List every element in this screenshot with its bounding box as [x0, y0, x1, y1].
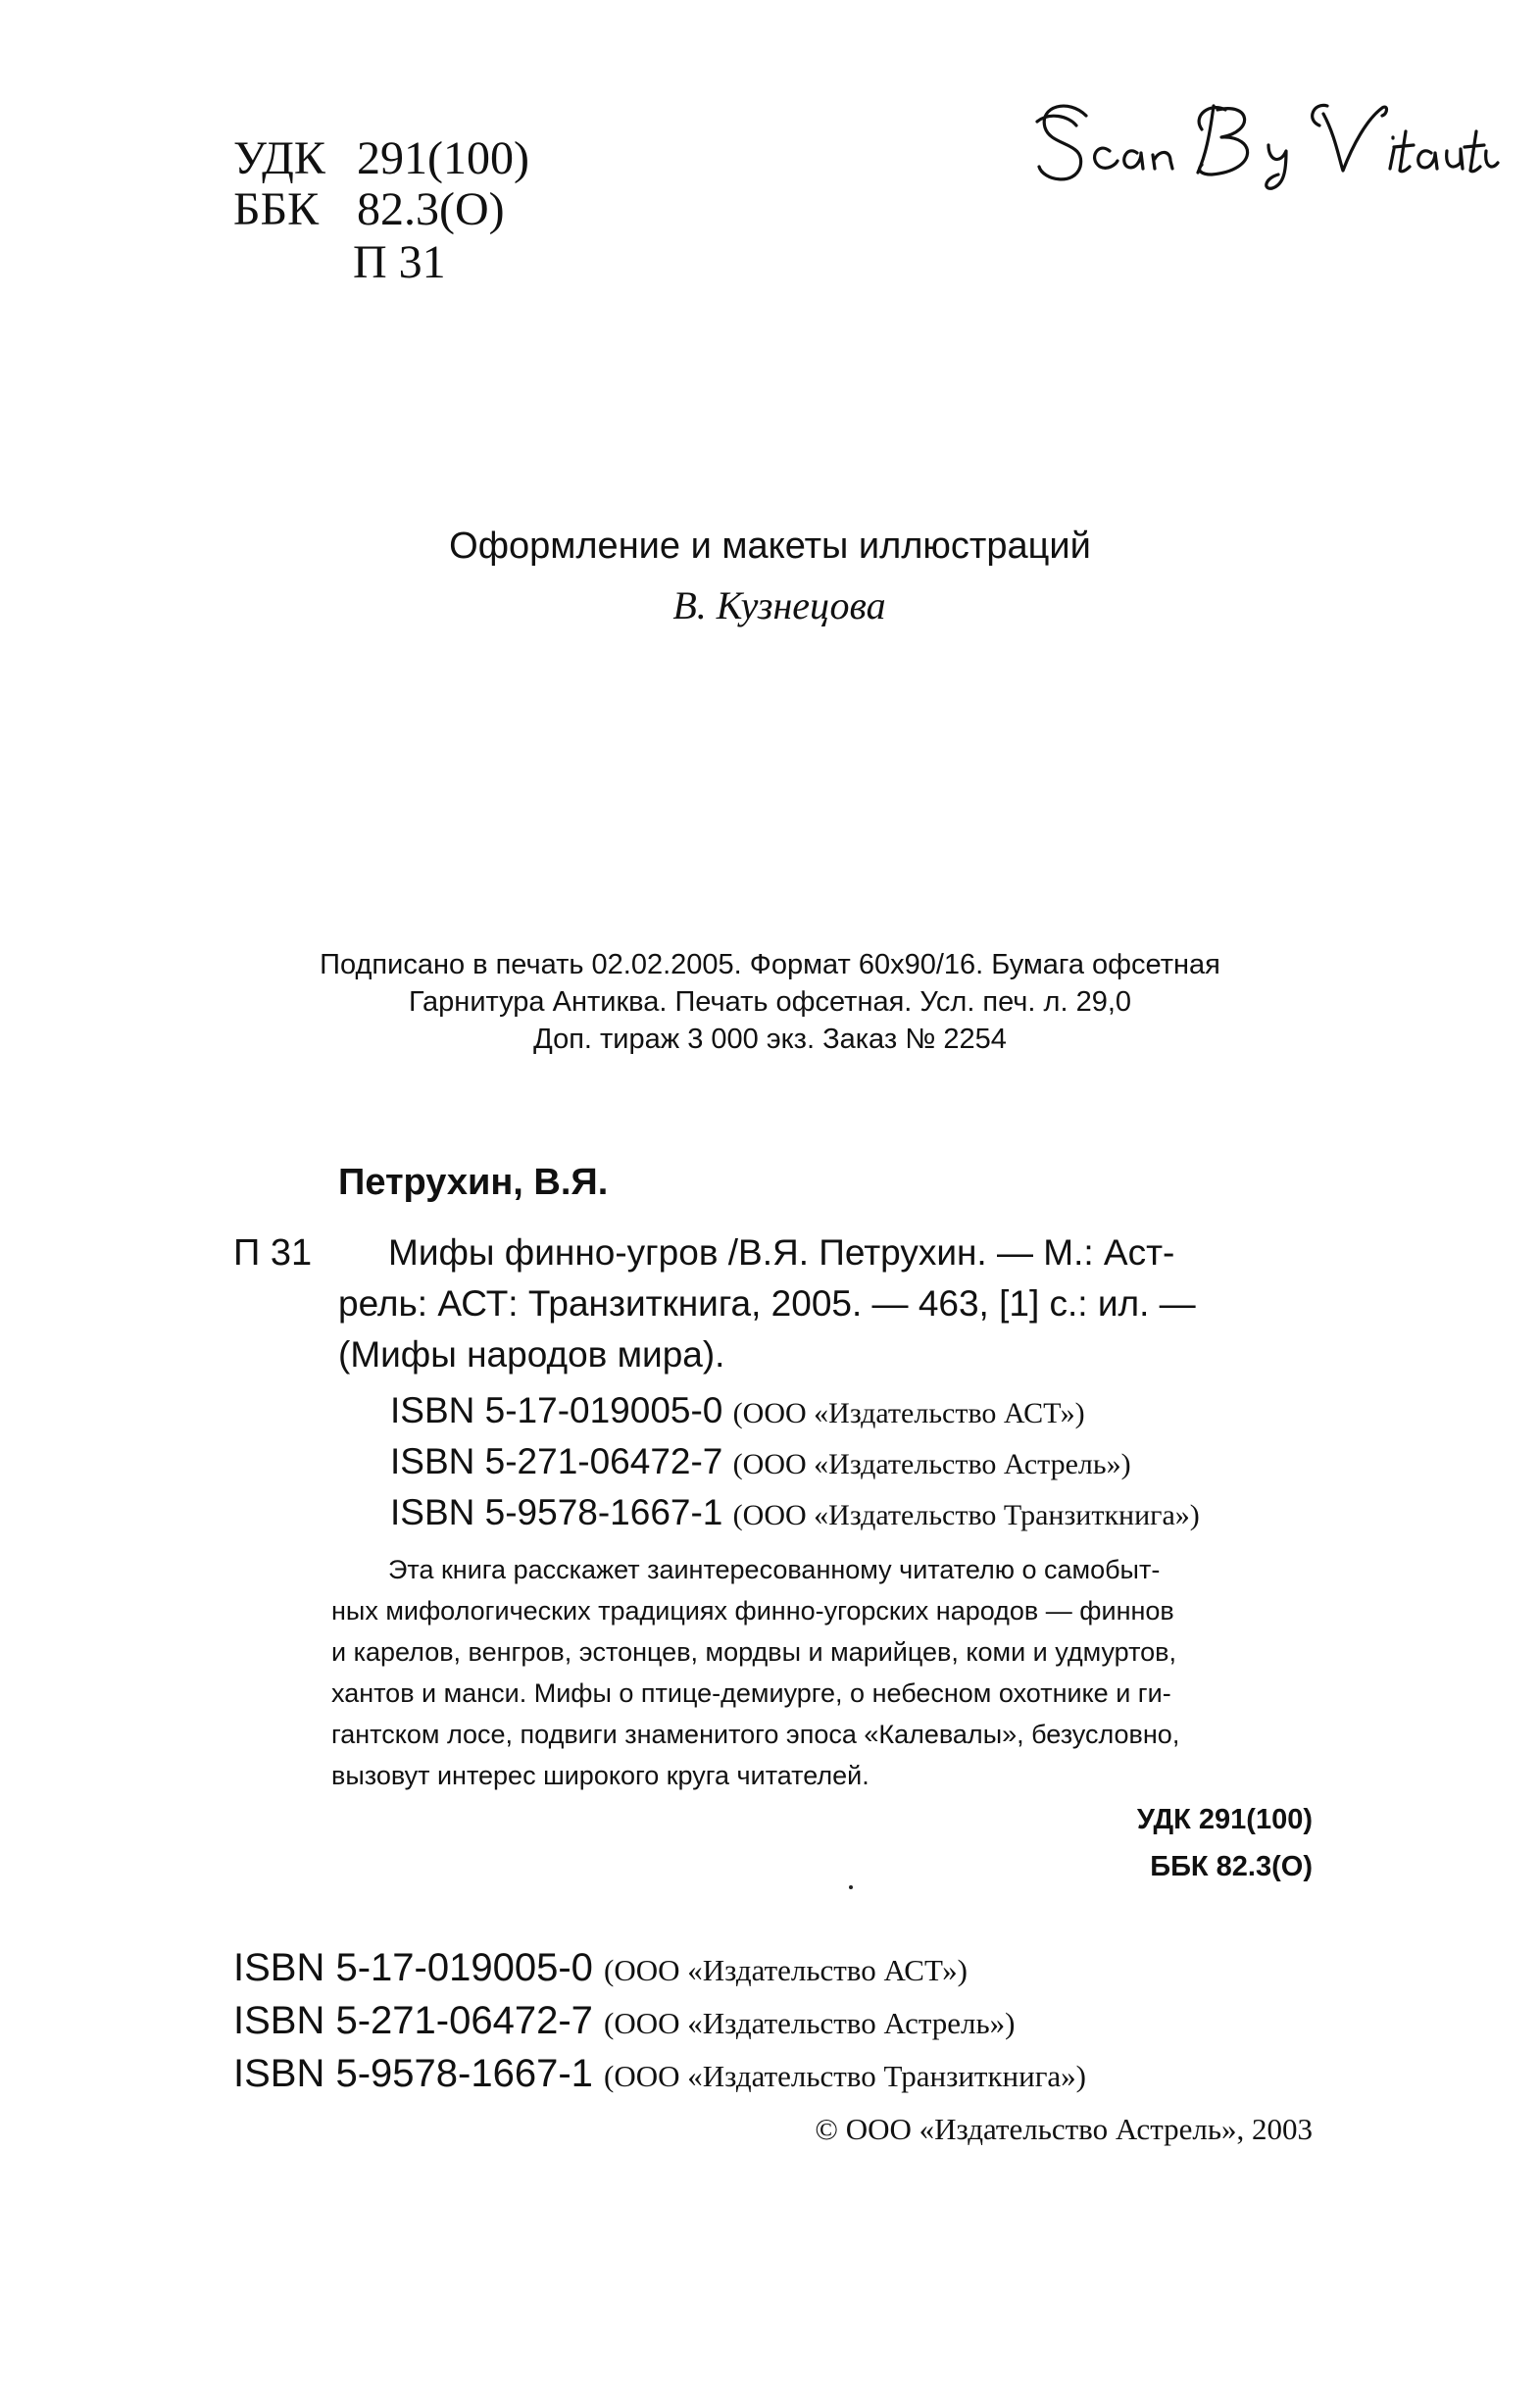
card-isbn-row — [390, 1441, 1131, 1482]
card-annotation-line-6: вызовут интерес широкого круга читателей. — [331, 1761, 869, 1790]
udk-value: 291(100) — [357, 132, 529, 184]
card-description-line-2: рель: АСТ: Транзиткнига, 2005. — 463, [1] с.: ил. — — [338, 1283, 1196, 1324]
print-data-line-2: Гарнитура Антиква. Печать офсетная. Усл. печ. л. 29,0 — [408, 986, 1132, 1018]
card-code: П 31 — [233, 1232, 313, 1274]
card-isbn-number: ISBN 5-9578-1667-1 — [390, 1492, 723, 1532]
print-data-line-3: Доп. тираж 3 000 экз. Заказ № 2254 — [533, 1024, 1007, 1055]
card-isbn-publisher: (ООО «Издательство АСТ») — [732, 1397, 1085, 1429]
card-isbn-row — [390, 1492, 1200, 1533]
isbn-publisher: (ООО «Издательство Транзиткнига») — [604, 2059, 1086, 2093]
card-annotation-line-4: хантов и манси. Мифы о птице-демиурге, о небесном охотнике и ги- — [331, 1678, 1171, 1708]
card-annotation-line-2: ных мифологических традициях финно-угорских народов — финнов — [331, 1596, 1174, 1626]
print-data-line-1: Подписано в печать 02.02.2005. Формат 60x90/16. Бумага офсетная — [320, 949, 1220, 980]
isbn-publisher: (ООО «Издательство АСТ») — [604, 1953, 968, 1987]
bbk-row — [233, 183, 505, 235]
card-annotation-line-3: и карелов, венгров, эстонцев, мордвы и марийцев, коми и удмуртов, — [331, 1637, 1177, 1667]
card-isbn-row — [390, 1390, 1085, 1431]
isbn-row — [233, 2052, 1086, 2096]
isbn-number: ISBN 5-271-06472-7 — [233, 1999, 593, 2042]
udk-row — [233, 132, 529, 184]
isbn-number: ISBN 5-17-019005-0 — [233, 1946, 593, 1989]
isbn-row — [233, 1946, 968, 1990]
bbk-label: ББК — [233, 183, 320, 235]
card-description-line-3: (Мифы народов мира). — [338, 1334, 725, 1375]
udk-label: УДК — [233, 132, 325, 184]
design-credit-name: В. Кузнецова — [672, 583, 886, 627]
card-isbn-publisher: (ООО «Издательство Транзиткнига») — [732, 1499, 1200, 1531]
stray-dot — [849, 1885, 853, 1889]
card-udk: УДК 291(100) — [1136, 1804, 1313, 1835]
author-code: П 31 — [353, 236, 446, 288]
isbn-number: ISBN 5-9578-1667-1 — [233, 2052, 593, 2095]
card-description-line-1: Мифы финно-угров /В.Я. Петрухин. — М.: Аст- — [388, 1232, 1175, 1273]
design-credit-line: Оформление и макеты иллюстраций — [449, 525, 1091, 567]
card-annotation-line-5: гантском лосе, подвиги знаменитого эпоса «Калевалы», безусловно, — [331, 1720, 1180, 1749]
copyright-notice: © ООО «Издательство Астрель», 2003 — [815, 2112, 1313, 2146]
bbk-value: 82.3(О) — [357, 183, 505, 235]
card-isbn-number: ISBN 5-17-019005-0 — [390, 1390, 723, 1430]
card-bbk: ББК 82.3(О) — [1150, 1851, 1313, 1882]
card-isbn-number: ISBN 5-271-06472-7 — [390, 1441, 723, 1481]
isbn-row — [233, 1999, 1015, 2043]
card-annotation-line-1: Эта книга расскажет заинтересованному читателю о самобыт- — [388, 1555, 1161, 1584]
card-isbn-publisher: (ООО «Издательство Астрель») — [732, 1448, 1131, 1480]
isbn-publisher: (ООО «Издательство Астрель») — [604, 2006, 1016, 2040]
card-author: Петрухин, В.Я. — [338, 1162, 609, 1203]
scan-signature-image — [1029, 76, 1500, 194]
